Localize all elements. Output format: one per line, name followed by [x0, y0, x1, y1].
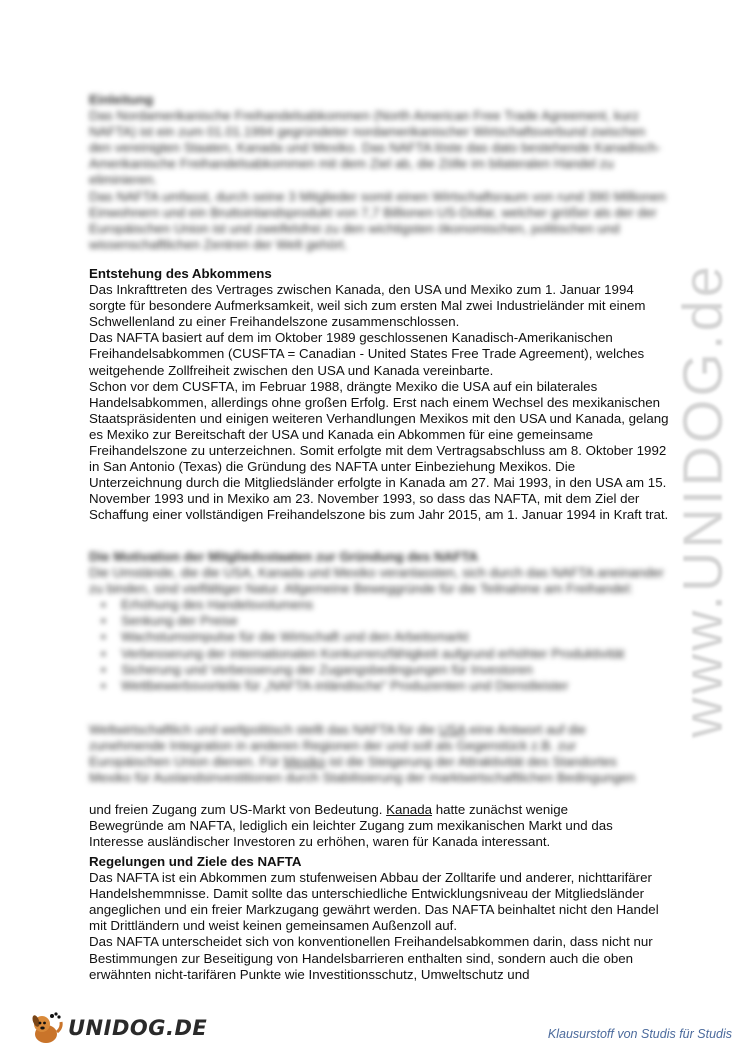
- clear-line: [89, 802, 669, 818]
- clear-paragraph: Bewegründe am NAFTA, lediglich ein leichter Zugang zum mexikanischen Markt und das Interesse ausländischer Investoren zu erhöhen, waren für Kanada interessant.: [89, 818, 613, 850]
- entstehung-section: [89, 266, 669, 524]
- regelungen-paragraph-2: Das NAFTA unterscheidet sich von konventionellen Freihandelsabkommen darin, dass nicht nur Bestimmungen zur Beseitigung von Handelsbarrieren enthalten sind, sondern auch die oben erwähnten nicht-tarifären Punkte wie Investitionsschutz, Umweltschutz und: [89, 934, 653, 982]
- blurred-line: [89, 754, 669, 770]
- regelungen-section: [89, 854, 669, 983]
- logo-text: UNIDOG.DE: [68, 1016, 208, 1040]
- motivation-bullet-list: [89, 597, 669, 694]
- blurred-line: [89, 738, 669, 754]
- footer-logo[interactable]: [28, 1010, 207, 1046]
- regelungen-heading: Regelungen und Ziele des NAFTA: [89, 854, 302, 869]
- line-text: eine Antwort auf die: [465, 722, 586, 737]
- entstehung-paragraph-1: Das Inkrafttreten des Vertrages zwischen Kanada, den USA und Mexiko zum 1. Januar 1994 sorgte für besondere Aufmerksamkeit, weil sich zum ersten Mal zwei Industrieländer mit einem Schwellenland zu einer Freihandelszone zusammenschlossen.: [89, 282, 646, 330]
- line-text: Europäischen Union dienen. Für: [89, 754, 284, 770]
- line-text: und freien Zugang zum US-Markt von Bedeutung.: [89, 802, 387, 817]
- mexiko-link[interactable]: Mexiko: [283, 754, 326, 770]
- line-text: Mexiko für Auslandsinvestitionen durch Stabilisierung der marktwirtschaftlichen Bedingungen: [89, 770, 636, 786]
- usa-link[interactable]: USA: [438, 722, 466, 737]
- line-text: hatte zunächst wenige: [432, 802, 569, 817]
- motivation-heading: Die Motivation der Mitgliedsstaaten zur Gründung des NAFTA: [89, 549, 479, 564]
- blurred-line: [89, 770, 669, 786]
- intro-section: [89, 92, 669, 253]
- dog-mascot-icon: [28, 1010, 64, 1046]
- world-politics-clear-text: [89, 802, 669, 850]
- world-politics-blurred-text: [89, 722, 669, 802]
- entstehung-paragraph-2: Das NAFTA basiert auf dem im Oktober 1989 geschlossenen Kanadisch-Amerikanischen Freihandelsabkommen (CUSFTA = Canadian - United States Free Trade Agreement), welches weitgehende Zollfreiheit zwischen den USA und Kanada vereinbarte.: [89, 330, 645, 378]
- line-text: ist die Steigerung der Attraktivität des Standortes: [325, 754, 617, 770]
- watermark: [657, 262, 747, 738]
- bullet-item: ▪ Wachstumsimpulse für die Wirtschaft und den Arbeitsmarkt: [121, 629, 669, 645]
- kanada-link[interactable]: Kanada: [386, 802, 432, 817]
- entstehung-heading: Entstehung des Abkommens: [89, 266, 272, 281]
- footer-tagline: Klausurstoff von Studis für Studis: [547, 1027, 732, 1041]
- bullet-item: ▪ Erhöhung des Handelsvolumens: [121, 597, 669, 613]
- bullet-item: ▪ Wettbewerbsvorteile für „NAFTA-inländische“ Produzenten und Dienstleister: [121, 678, 669, 694]
- regelungen-paragraph-1: Das NAFTA ist ein Abkommen zum stufenweisen Abbau der Zolltarife und anderer, nichttarifärer Handelshemmnisse. Damit sollte das unterschiedliche Entwicklungsniveau der Mitgliedsländer angeglichen und ein freier Markzugang gewährt werden. Das NAFTA beinhaltet nicht den Handel mit Drittländern und weist keinen gemeinsamen Außenzoll auf.: [89, 870, 659, 934]
- intro-paragraph-1: Das Nordamerikanische Freihandelsabkommen (North American Free Trade Agreement, kurz NAFTA) ist ein zum 01.01.1994 gegründeter nordamerikanischer Wirtschaftsverbund zwischen den vereinigten Staaten, Kanada und Mexiko. Das NAFTA löste das dato bestehende Kanadisch-Amerikanische Freihandelsabkommen mit dem Ziel ab, die Zölle im bilateralen Handel zu eliminieren.: [89, 108, 661, 188]
- bullet-item: ▪ Senkung der Preise: [121, 613, 669, 629]
- motivation-paragraph: Die Umstände, die die USA, Kanada und Mexiko veranlassten, sich durch das NAFTA aneinander zu binden, sind vielfältiger Natur. Allgemeine Beweggründe für die Teilnahme am Freihandel:: [89, 565, 664, 597]
- watermark-text: www.UNIDOG.de: [670, 262, 734, 738]
- line-text: zunehmende Integration in anderen Regionen der und soll als Gegenstück z.B. zur: [89, 738, 577, 754]
- blurred-line: [89, 722, 669, 738]
- world-politics-section: [89, 722, 669, 850]
- line-text: Weltwirtschaftlich und weltpolitisch stellt das NAFTA für die: [89, 722, 439, 737]
- bullet-item: ▪ Verbesserung der internationalen Konkurrenzfähigkeit aufgrund erhöhter Produktivität: [121, 646, 669, 662]
- intro-heading: Einleitung: [89, 92, 154, 107]
- motivation-section: [89, 549, 669, 694]
- entstehung-paragraph-3: Schon vor dem CUSFTA, im Februar 1988, drängte Mexiko die USA auf ein bilaterales Handelsabkommen, allerdings ohne großen Erfolg. Erst nach einem Wechsel des mexikanischen Staatspräsidenten und einigen weiteren Verhandlungen Mexikos mit den USA und Kanada, gelang es Mexiko zur Bereitschaft der USA und Kanada ein Abkommen für eine gemeinsame Freihandelszone zu unterzeichnen. Somit erfolgte mit dem Vertragsabschluss am 8. Oktober 1992 in San Antonio (Texas) die Gründung des NAFTA unter Einbeziehung Mexikos. Die Unterzeichnung durch die Mitgliedsländer erfolgte in Kanada am 27. Mai 1993, in den USA am 15. November 1993 und in Mexiko am 23. November 1993, so dass das NAFTA, mit dem Ziel der Schaffung einer vollständigen Freihandelszone bis zum Jahr 2015, am 1. Januar 1994 in Kraft trat.: [89, 378, 669, 523]
- intro-paragraph-2: Das NAFTA umfasst, durch seine 3 Mitglieder somit einen Wirtschaftsraum von rund 390 Millionen Einwohnern und ein Bruttoinlandsprodukt von 7,7 Billionen US-Dollar, welcher größer als der der Europäischen Union ist und zweifelsfrei zu den wichtigsten ökonomischen, politischen und wissenschaftlichen Zentren der Welt gehört.: [89, 188, 666, 252]
- bullet-item: ▪ Sicherung und Verbesserung der Zugangsbedingungen für Investoren: [121, 662, 669, 678]
